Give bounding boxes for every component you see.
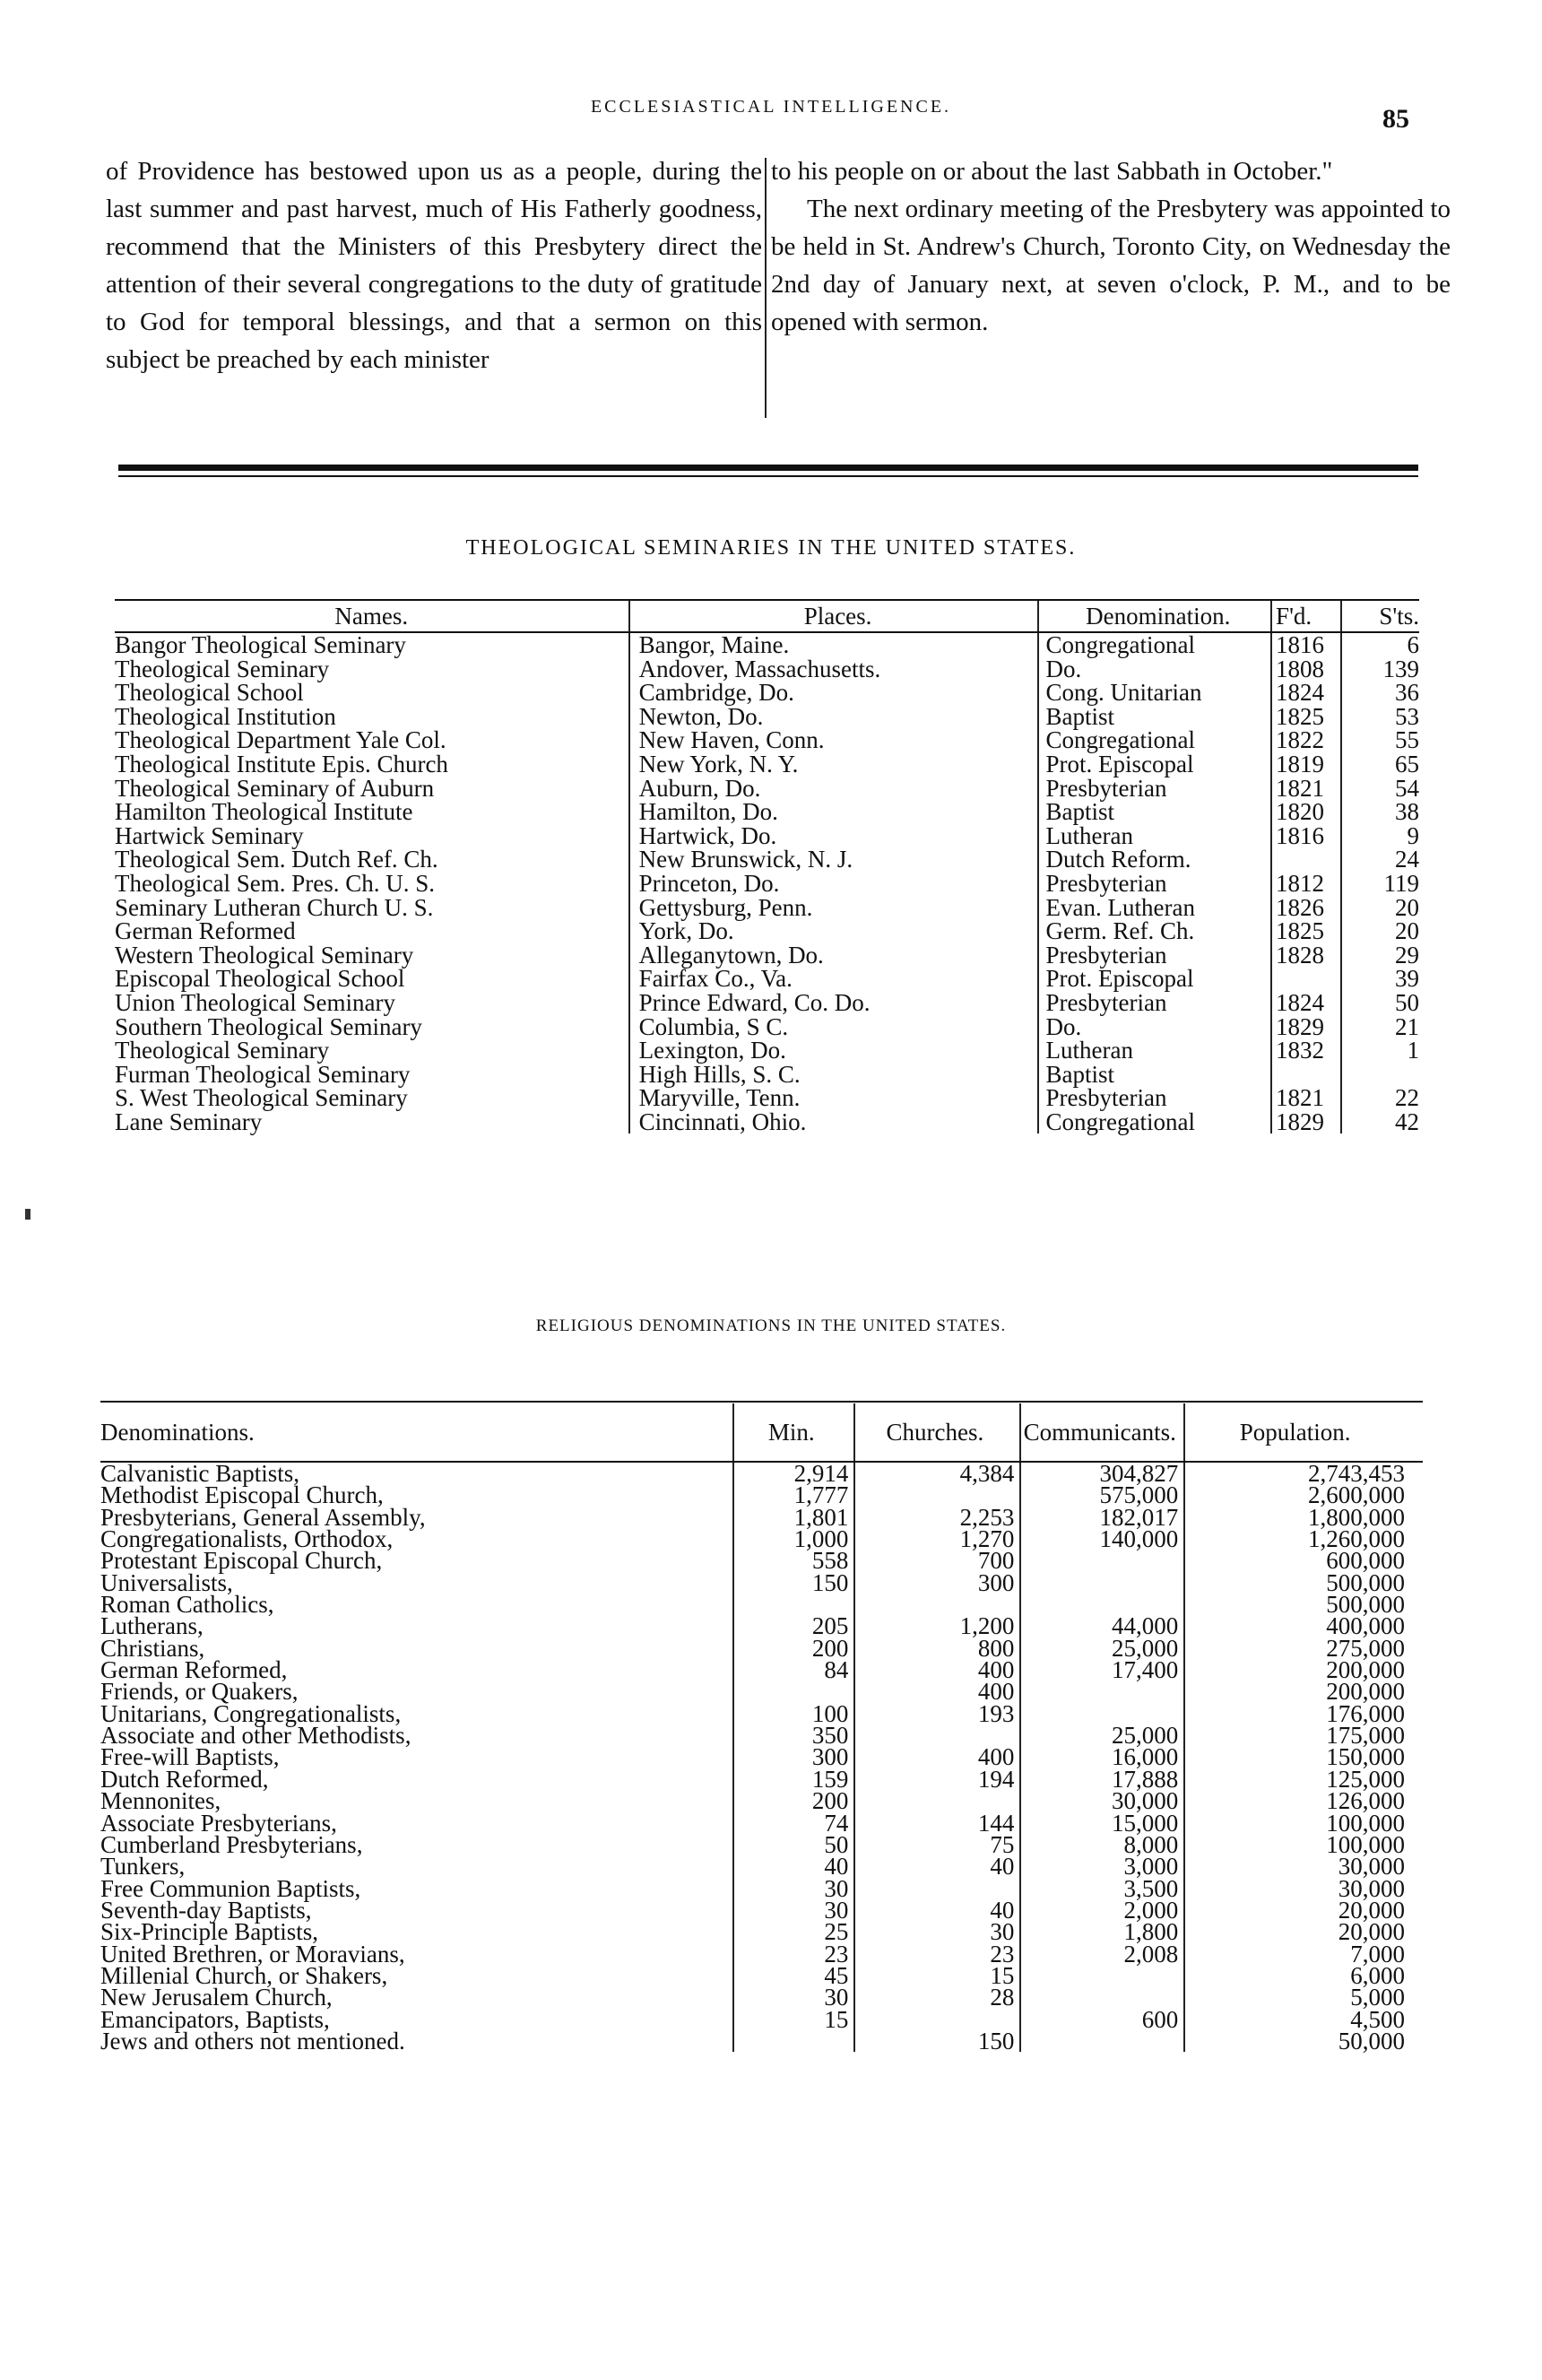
cell-name: Theological School bbox=[115, 679, 304, 707]
cell-communicants: 1,800 bbox=[1020, 1921, 1184, 1942]
cell-place: New York, N. Y. bbox=[629, 752, 1038, 777]
cell-population: 125,000 bbox=[1184, 1768, 1423, 1790]
cell-students: 36 bbox=[1341, 681, 1419, 705]
cell-churches: 1,270 bbox=[854, 1528, 1020, 1550]
cell-ministers: 300 bbox=[733, 1746, 854, 1768]
cell-denomination: Christians, bbox=[100, 1634, 205, 1662]
cell-communicants: 16,000 bbox=[1020, 1746, 1184, 1768]
cell-population: 2,743,453 bbox=[1184, 1462, 1423, 1484]
cell-ministers: 205 bbox=[733, 1615, 854, 1637]
cell-students: 22 bbox=[1341, 1086, 1419, 1110]
cell-name: German Reformed bbox=[115, 917, 296, 945]
cell-founded: 1829 bbox=[1271, 1110, 1341, 1134]
cell-ministers: 30 bbox=[733, 1986, 854, 2008]
col-header-churches: Churches. bbox=[854, 1403, 1020, 1462]
cell-denomination: Baptist bbox=[1038, 705, 1272, 729]
cell-population: 600,000 bbox=[1184, 1550, 1423, 1571]
denominations-title: RELIGIOUS DENOMINATIONS IN THE UNITED STATES. bbox=[535, 1316, 1007, 1335]
cell-churches: 1,200 bbox=[854, 1615, 1020, 1637]
cell-communicants: 2,000 bbox=[1020, 1899, 1184, 1921]
cell-students: 39 bbox=[1341, 967, 1419, 991]
denominations-header-row bbox=[100, 1403, 1423, 1462]
cell-name: Southern Theological Seminary bbox=[115, 1012, 422, 1040]
cell-denomination: Millenial Church, or Shakers, bbox=[100, 1961, 388, 1989]
cell-denomination: Cumberland Presbyterians, bbox=[100, 1830, 363, 1858]
intro-two-column bbox=[106, 152, 1451, 448]
cell-founded bbox=[1271, 967, 1341, 991]
cell-communicants: 140,000 bbox=[1020, 1528, 1184, 1550]
cell-population: 1,800,000 bbox=[1184, 1507, 1423, 1528]
cell-founded: 1832 bbox=[1271, 1038, 1341, 1063]
cell-population: 20,000 bbox=[1184, 1921, 1423, 1942]
cell-communicants bbox=[1020, 1986, 1184, 2008]
cell-place: Newton, Do. bbox=[629, 705, 1038, 729]
cell-denomination: Mennonites, bbox=[100, 1787, 221, 1815]
cell-ministers: 50 bbox=[733, 1834, 854, 1855]
table-row bbox=[115, 752, 1419, 777]
col-header-names: Names. bbox=[115, 601, 629, 632]
cell-churches: 194 bbox=[854, 1768, 1020, 1790]
cell-founded: 1824 bbox=[1271, 681, 1341, 705]
cell-students: 38 bbox=[1341, 800, 1419, 824]
cell-communicants bbox=[1020, 1572, 1184, 1594]
seminaries-body bbox=[115, 632, 1419, 1134]
cell-population: 200,000 bbox=[1184, 1659, 1423, 1681]
cell-name: Episcopal Theological School bbox=[115, 965, 405, 993]
cell-name: Hartwick Seminary bbox=[115, 821, 304, 849]
denominations-top-rule bbox=[100, 1401, 1423, 1403]
seminaries-table bbox=[115, 601, 1419, 1134]
cell-denomination: Germ. Ref. Ch. bbox=[1038, 919, 1272, 943]
cell-name: Theological Seminary bbox=[115, 1037, 330, 1064]
table-row bbox=[115, 632, 1419, 657]
cell-students: 119 bbox=[1341, 872, 1419, 896]
cell-name: Seminary Lutheran Church U. S. bbox=[115, 893, 434, 921]
cell-denomination: Roman Catholics, bbox=[100, 1591, 274, 1619]
cell-ministers: 350 bbox=[733, 1724, 854, 1746]
cell-population: 500,000 bbox=[1184, 1594, 1423, 1615]
cell-founded: 1821 bbox=[1271, 1086, 1341, 1110]
cell-communicants bbox=[1020, 1681, 1184, 1702]
cell-name: Union Theological Seminary bbox=[115, 988, 395, 1016]
cell-denomination: Unitarians, Congregationalists, bbox=[100, 1699, 402, 1727]
cell-churches: 28 bbox=[854, 1986, 1020, 2008]
table-row bbox=[115, 728, 1419, 752]
cell-churches: 30 bbox=[854, 1921, 1020, 1942]
cell-churches: 400 bbox=[854, 1746, 1020, 1768]
table-row bbox=[115, 777, 1419, 801]
cell-students bbox=[1341, 1063, 1419, 1087]
cell-founded: 1826 bbox=[1271, 896, 1341, 920]
cell-communicants: 25,000 bbox=[1020, 1637, 1184, 1659]
cell-denomination: Congregational bbox=[1038, 1110, 1272, 1134]
cell-denomination: Free Communion Baptists, bbox=[100, 1874, 361, 1902]
cell-students: 54 bbox=[1341, 777, 1419, 801]
cell-denomination: Congregational bbox=[1038, 728, 1272, 752]
cell-ministers: 1,777 bbox=[733, 1484, 854, 1506]
cell-founded: 1821 bbox=[1271, 777, 1341, 801]
denominations-table bbox=[100, 1403, 1423, 2052]
table-row bbox=[100, 1594, 1423, 1615]
table-row bbox=[100, 1550, 1423, 1571]
cell-churches: 2,253 bbox=[854, 1507, 1020, 1528]
cell-denomination: Congregationalists, Orthodox, bbox=[100, 1525, 394, 1553]
table-row bbox=[115, 1015, 1419, 1039]
cell-churches: 15 bbox=[854, 1965, 1020, 1986]
cell-churches: 400 bbox=[854, 1659, 1020, 1681]
col-header-founded: F'd. bbox=[1271, 601, 1341, 632]
col-header-population: Population. bbox=[1184, 1403, 1423, 1462]
cell-founded: 1824 bbox=[1271, 991, 1341, 1015]
cell-founded bbox=[1271, 1063, 1341, 1087]
cell-denomination: Do. bbox=[1038, 1015, 1272, 1039]
cell-population: 5,000 bbox=[1184, 1986, 1423, 2008]
cell-denomination: Prot. Episcopal bbox=[1038, 752, 1272, 777]
cell-denomination: Presbyterian bbox=[1038, 943, 1272, 968]
col-header-ministers: Min. bbox=[733, 1403, 854, 1462]
cell-denomination: Prot. Episcopal bbox=[1038, 967, 1272, 991]
cell-founded: 1816 bbox=[1271, 824, 1341, 848]
cell-place: Prince Edward, Co. Do. bbox=[629, 991, 1038, 1015]
section-rule-thick bbox=[118, 465, 1418, 471]
cell-students: 29 bbox=[1341, 943, 1419, 968]
cell-denomination: Lutheran bbox=[1038, 1038, 1272, 1063]
cell-communicants: 3,000 bbox=[1020, 1855, 1184, 1877]
cell-denomination: Protestant Episcopal Church, bbox=[100, 1547, 383, 1575]
cell-founded: 1819 bbox=[1271, 752, 1341, 777]
cell-churches: 23 bbox=[854, 1943, 1020, 1965]
cell-churches bbox=[854, 1790, 1020, 1811]
denominations-body bbox=[100, 1462, 1423, 2052]
table-row bbox=[100, 1637, 1423, 1659]
cell-founded: 1808 bbox=[1271, 657, 1341, 682]
cell-denomination: Baptist bbox=[1038, 800, 1272, 824]
cell-denomination: United Brethren, or Moravians, bbox=[100, 1940, 405, 1967]
cell-communicants: 44,000 bbox=[1020, 1615, 1184, 1637]
cell-name: Theological Seminary of Auburn bbox=[115, 774, 435, 802]
cell-churches: 40 bbox=[854, 1855, 1020, 1877]
running-title: ECCLESIASTICAL INTELLIGENCE. bbox=[590, 97, 952, 117]
intro-right-paragraph-1: to his people on or about the last Sabbath in October." bbox=[771, 157, 1333, 186]
cell-churches: 400 bbox=[854, 1681, 1020, 1702]
cell-founded: 1816 bbox=[1271, 632, 1341, 657]
cell-students: 53 bbox=[1341, 705, 1419, 729]
cell-population: 1,260,000 bbox=[1184, 1528, 1423, 1550]
table-row bbox=[115, 991, 1419, 1015]
cell-ministers: 2,914 bbox=[733, 1462, 854, 1484]
table-row bbox=[115, 800, 1419, 824]
cell-communicants: 3,500 bbox=[1020, 1878, 1184, 1899]
cell-students: 55 bbox=[1341, 728, 1419, 752]
cell-ministers: 30 bbox=[733, 1878, 854, 1899]
cell-ministers: 100 bbox=[733, 1703, 854, 1724]
cell-denomination: Presbyterians, General Assembly, bbox=[100, 1503, 426, 1531]
cell-population: 7,000 bbox=[1184, 1943, 1423, 1965]
cell-students: 9 bbox=[1341, 824, 1419, 848]
table-row bbox=[115, 896, 1419, 920]
cell-denomination: Free-will Baptists, bbox=[100, 1743, 280, 1771]
table-row bbox=[115, 1038, 1419, 1063]
cell-denomination: Cong. Unitarian bbox=[1038, 681, 1272, 705]
cell-population: 30,000 bbox=[1184, 1878, 1423, 1899]
cell-founded: 1812 bbox=[1271, 872, 1341, 896]
cell-denomination: Presbyterian bbox=[1038, 1086, 1272, 1110]
cell-ministers: 23 bbox=[733, 1943, 854, 1965]
cell-population: 400,000 bbox=[1184, 1615, 1423, 1637]
intro-right-paragraph-2: The next ordinary meeting of the Presbytery was appointed to be held in St. Andrew's Church, Toronto City, on Wednesday the 2nd day of January next, at seven o'clock, P. M., and to be opened with sermon. bbox=[771, 195, 1451, 336]
table-row bbox=[115, 1063, 1419, 1087]
cell-denomination: Baptist bbox=[1038, 1063, 1272, 1087]
cell-denomination: Presbyterian bbox=[1038, 777, 1272, 801]
cell-place: Lexington, Do. bbox=[629, 1038, 1038, 1063]
table-row bbox=[100, 1834, 1423, 1855]
cell-name: Furman Theological Seminary bbox=[115, 1060, 411, 1088]
cell-place: New Brunswick, N. J. bbox=[629, 847, 1038, 872]
cell-population: 176,000 bbox=[1184, 1703, 1423, 1724]
table-row bbox=[115, 919, 1419, 943]
cell-denomination: Presbyterian bbox=[1038, 872, 1272, 896]
cell-population: 100,000 bbox=[1184, 1834, 1423, 1855]
cell-denomination: Evan. Lutheran bbox=[1038, 896, 1272, 920]
cell-name: S. West Theological Seminary bbox=[115, 1084, 408, 1112]
cell-students: 1 bbox=[1341, 1038, 1419, 1063]
cell-place: Columbia, S C. bbox=[629, 1015, 1038, 1039]
cell-denomination: Emancipators, Baptists, bbox=[100, 2005, 330, 2033]
cell-place: Cincinnati, Ohio. bbox=[629, 1110, 1038, 1134]
cell-name: Hamilton Theological Institute bbox=[115, 798, 413, 826]
cell-denomination: Associate and other Methodists, bbox=[100, 1722, 411, 1750]
cell-communicants: 17,400 bbox=[1020, 1659, 1184, 1681]
col-header-communicants: Communicants. bbox=[1020, 1403, 1184, 1462]
table-row bbox=[100, 2030, 1423, 2052]
cell-denomination: Lutheran bbox=[1038, 824, 1272, 848]
cell-population: 2,600,000 bbox=[1184, 1484, 1423, 1506]
cell-population: 150,000 bbox=[1184, 1746, 1423, 1768]
intro-right-column bbox=[771, 152, 1451, 341]
cell-name: Western Theological Seminary bbox=[115, 941, 414, 969]
cell-name: Theological Seminary bbox=[115, 655, 330, 682]
cell-place: Gettysburg, Penn. bbox=[629, 896, 1038, 920]
cell-communicants: 17,888 bbox=[1020, 1768, 1184, 1790]
cell-ministers: 30 bbox=[733, 1899, 854, 1921]
cell-ministers bbox=[733, 2030, 854, 2052]
cell-place: New Haven, Conn. bbox=[629, 728, 1038, 752]
cell-population: 500,000 bbox=[1184, 1572, 1423, 1594]
cell-churches: 144 bbox=[854, 1812, 1020, 1834]
cell-founded: 1829 bbox=[1271, 1015, 1341, 1039]
table-row bbox=[100, 1572, 1423, 1594]
cell-founded bbox=[1271, 847, 1341, 872]
cell-denomination: Tunkers, bbox=[100, 1853, 186, 1881]
col-header-denomination: Denomination. bbox=[1038, 601, 1272, 632]
seminaries-title: THEOLOGICAL SEMINARIES IN THE UNITED STATES. bbox=[465, 536, 1077, 560]
table-row bbox=[115, 657, 1419, 682]
cell-ministers: 40 bbox=[733, 1855, 854, 1877]
cell-name: Theological Sem. Pres. Ch. U. S. bbox=[115, 869, 435, 897]
cell-ministers: 558 bbox=[733, 1550, 854, 1571]
table-row bbox=[100, 1724, 1423, 1746]
cell-denomination: Methodist Episcopal Church, bbox=[100, 1481, 384, 1509]
cell-ministers: 45 bbox=[733, 1965, 854, 1986]
cell-founded: 1825 bbox=[1271, 919, 1341, 943]
cell-communicants: 304,827 bbox=[1020, 1462, 1184, 1484]
cell-ministers: 1,000 bbox=[733, 1528, 854, 1550]
cell-denomination: Associate Presbyterians, bbox=[100, 1809, 337, 1837]
cell-ministers: 200 bbox=[733, 1790, 854, 1811]
cell-communicants: 25,000 bbox=[1020, 1724, 1184, 1746]
cell-communicants: 30,000 bbox=[1020, 1790, 1184, 1811]
cell-churches: 40 bbox=[854, 1899, 1020, 1921]
cell-place: Andover, Massachusetts. bbox=[629, 657, 1038, 682]
cell-population: 30,000 bbox=[1184, 1855, 1423, 1877]
cell-population: 50,000 bbox=[1184, 2030, 1423, 2052]
table-row bbox=[100, 1659, 1423, 1681]
cell-founded: 1828 bbox=[1271, 943, 1341, 968]
cell-place: Cambridge, Do. bbox=[629, 681, 1038, 705]
cell-denomination: Jews and others not mentioned. bbox=[100, 2027, 405, 2054]
cell-communicants bbox=[1020, 1550, 1184, 1571]
seminaries-header-row bbox=[115, 601, 1419, 632]
cell-place: Maryville, Tenn. bbox=[629, 1086, 1038, 1110]
section-rule-thin bbox=[118, 475, 1418, 477]
cell-denomination: Calvanistic Baptists, bbox=[100, 1460, 299, 1487]
table-row bbox=[115, 872, 1419, 896]
cell-place: Princeton, Do. bbox=[629, 872, 1038, 896]
cell-communicants: 600 bbox=[1020, 2009, 1184, 2030]
table-row bbox=[115, 967, 1419, 991]
cell-denomination: Friends, or Quakers, bbox=[100, 1678, 299, 1706]
cell-communicants bbox=[1020, 1965, 1184, 1986]
cell-population: 126,000 bbox=[1184, 1790, 1423, 1811]
cell-denomination: Presbyterian bbox=[1038, 991, 1272, 1015]
cell-place: High Hills, S. C. bbox=[629, 1063, 1038, 1087]
cell-ministers: 25 bbox=[733, 1921, 854, 1942]
cell-students: 24 bbox=[1341, 847, 1419, 872]
table-row bbox=[100, 1855, 1423, 1877]
table-row bbox=[115, 847, 1419, 872]
cell-communicants: 575,000 bbox=[1020, 1484, 1184, 1506]
cell-ministers: 15 bbox=[733, 2009, 854, 2030]
cell-denomination: Congregational bbox=[1038, 632, 1272, 657]
cell-name: Lane Seminary bbox=[115, 1107, 263, 1135]
table-row bbox=[100, 1986, 1423, 2008]
cell-communicants: 2,008 bbox=[1020, 1943, 1184, 1965]
cell-name: Theological Sem. Dutch Ref. Ch. bbox=[115, 846, 438, 873]
margin-mark bbox=[25, 1209, 30, 1220]
table-row bbox=[100, 1768, 1423, 1790]
cell-communicants: 182,017 bbox=[1020, 1507, 1184, 1528]
cell-denomination: Universalists, bbox=[100, 1568, 233, 1596]
cell-name: Theological Department Yale Col. bbox=[115, 726, 446, 754]
page-number: 85 bbox=[1382, 104, 1409, 134]
cell-ministers: 74 bbox=[733, 1812, 854, 1834]
table-row bbox=[115, 824, 1419, 848]
table-row bbox=[100, 1921, 1423, 1942]
cell-population: 175,000 bbox=[1184, 1724, 1423, 1746]
cell-founded: 1820 bbox=[1271, 800, 1341, 824]
column-divider bbox=[765, 158, 767, 418]
cell-population: 200,000 bbox=[1184, 1681, 1423, 1702]
cell-name: Bangor Theological Seminary bbox=[115, 631, 406, 658]
cell-denomination: German Reformed, bbox=[100, 1656, 288, 1684]
cell-place: Fairfax Co., Va. bbox=[629, 967, 1038, 991]
cell-churches: 300 bbox=[854, 1572, 1020, 1594]
col-header-places: Places. bbox=[629, 601, 1038, 632]
table-row bbox=[100, 1746, 1423, 1768]
cell-ministers: 150 bbox=[733, 1572, 854, 1594]
cell-denomination: Dutch Reform. bbox=[1038, 847, 1272, 872]
cell-students: 50 bbox=[1341, 991, 1419, 1015]
cell-churches: 700 bbox=[854, 1550, 1020, 1571]
cell-students: 21 bbox=[1341, 1015, 1419, 1039]
cell-denomination: New Jerusalem Church, bbox=[100, 1984, 333, 2011]
cell-ministers: 159 bbox=[733, 1768, 854, 1790]
table-row bbox=[115, 1110, 1419, 1134]
cell-place: York, Do. bbox=[629, 919, 1038, 943]
cell-ministers: 200 bbox=[733, 1637, 854, 1659]
cell-churches: 4,384 bbox=[854, 1462, 1020, 1484]
cell-population: 4,500 bbox=[1184, 2009, 1423, 2030]
table-row bbox=[115, 681, 1419, 705]
cell-communicants bbox=[1020, 2030, 1184, 2052]
cell-denomination: Do. bbox=[1038, 657, 1272, 682]
table-row bbox=[115, 1086, 1419, 1110]
cell-churches: 193 bbox=[854, 1703, 1020, 1724]
cell-denomination: Dutch Reformed, bbox=[100, 1765, 269, 1793]
cell-place: Hartwick, Do. bbox=[629, 824, 1038, 848]
cell-students: 20 bbox=[1341, 919, 1419, 943]
cell-denomination: Seventh-day Baptists, bbox=[100, 1896, 312, 1924]
cell-population: 100,000 bbox=[1184, 1812, 1423, 1834]
cell-communicants: 8,000 bbox=[1020, 1834, 1184, 1855]
cell-students: 139 bbox=[1341, 657, 1419, 682]
cell-place: Bangor, Maine. bbox=[629, 632, 1038, 657]
cell-students: 65 bbox=[1341, 752, 1419, 777]
intro-left-column: of Providence has bestowed upon us as a people, during the last summer and past harvest, much of His Fatherly goodness, recommend that the Ministers of this Presbytery direct the attention of their several congregations to the duty of gratitude to God for temporal blessings, and that a sermon on this subject be preached by each minister bbox=[106, 157, 762, 374]
table-row bbox=[100, 1615, 1423, 1637]
cell-denomination: Lutherans, bbox=[100, 1612, 204, 1640]
cell-name: Theological Institute Epis. Church bbox=[115, 750, 448, 777]
cell-churches: 150 bbox=[854, 2030, 1020, 2052]
table-row bbox=[115, 943, 1419, 968]
cell-communicants: 15,000 bbox=[1020, 1812, 1184, 1834]
table-row bbox=[115, 705, 1419, 729]
cell-students: 20 bbox=[1341, 896, 1419, 920]
cell-founded: 1822 bbox=[1271, 728, 1341, 752]
col-header-students: S'ts. bbox=[1341, 601, 1419, 632]
cell-denomination: Six-Principle Baptists, bbox=[100, 1918, 318, 1946]
cell-name: Theological Institution bbox=[115, 702, 336, 730]
cell-population: 20,000 bbox=[1184, 1899, 1423, 1921]
cell-students: 6 bbox=[1341, 632, 1419, 657]
cell-founded: 1825 bbox=[1271, 705, 1341, 729]
cell-churches: 75 bbox=[854, 1834, 1020, 1855]
cell-population: 275,000 bbox=[1184, 1637, 1423, 1659]
cell-ministers: 1,801 bbox=[733, 1507, 854, 1528]
cell-churches: 800 bbox=[854, 1637, 1020, 1659]
col-header-denominations: Denominations. bbox=[100, 1403, 733, 1462]
cell-population: 6,000 bbox=[1184, 1965, 1423, 1986]
cell-place: Alleganytown, Do. bbox=[629, 943, 1038, 968]
cell-place: Auburn, Do. bbox=[629, 777, 1038, 801]
table-row bbox=[100, 1790, 1423, 1811]
cell-students: 42 bbox=[1341, 1110, 1419, 1134]
cell-ministers: 84 bbox=[733, 1659, 854, 1681]
cell-place: Hamilton, Do. bbox=[629, 800, 1038, 824]
